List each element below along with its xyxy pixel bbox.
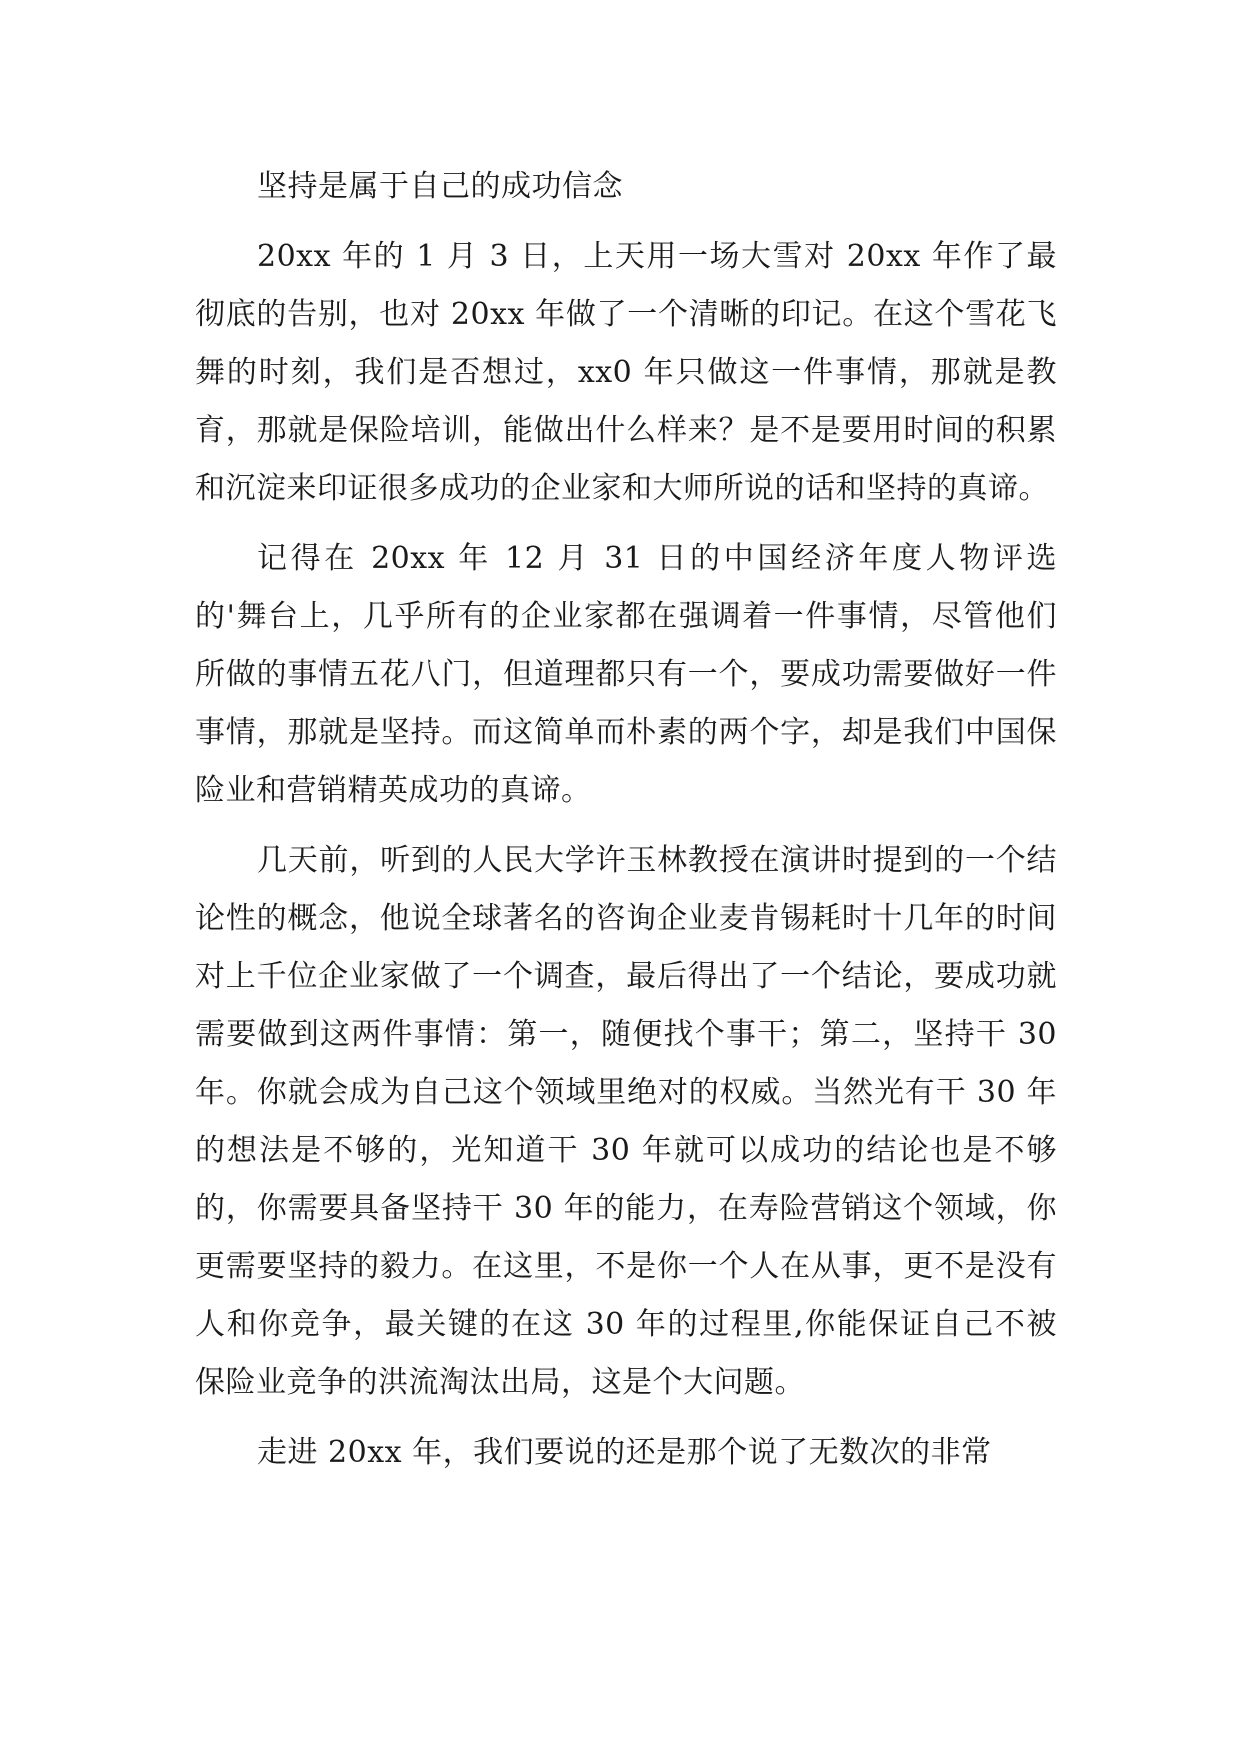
document-body: [195, 158, 1057, 1482]
document-title: 坚持是属于自己的成功信念: [257, 169, 623, 204]
paragraph-4: 走进 20xx 年，我们要说的还是那个说了无数次的非常: [257, 1435, 992, 1470]
paragraph-1: 20xx 年的 1 月 3 日，上天用一场大雪对 20xx 年作了最彻底的告别，也对 20xx 年做了一个清晰的印记。在这个雪花飞舞的时刻，我们是否想过，xx0 年只做这一件事情，那就是教育，那就是保险培训，能做出什么样来？是不是要用时间的积累和沉淀来印证很多成功的企业家和大师所说的话和坚持的真谛。: [195, 239, 1057, 506]
paragraph-3: 几天前，听到的人民大学许玉林教授在演讲时提到的一个结论性的概念，他说全球著名的咨询企业麦肯锡耗时十几年的时间对上千位企业家做了一个调查，最后得出了一个结论，要成功就需要做到这两件事情：第一，随便找个事干；第二，坚持干 30 年。你就会成为自己这个领域里绝对的权威。当然光有干 30 年的想法是不够的，光知道干 30 年就可以成功的结论也是不够的，你需要具备坚持干 30 年的能力，在寿险营销这个领域，你更需要坚持的毅力。在这里，不是你一个人在从事，更不是没有人和你竞争，最关键的在这 30 年的过程里,你能保证自己不被保险业竞争的洪流淘汰出局，这是个大问题。: [195, 843, 1057, 1400]
paragraph-2: 记得在 20xx 年 12 月 31 日的中国经济年度人物评选的'舞台上，几乎所有的企业家都在强调着一件事情，尽管他们所做的事情五花八门，但道理都只有一个，要成功需要做好一件事情，那就是坚持。而这简单而朴素的两个字，却是我们中国保险业和营销精英成功的真谛。: [195, 541, 1057, 808]
